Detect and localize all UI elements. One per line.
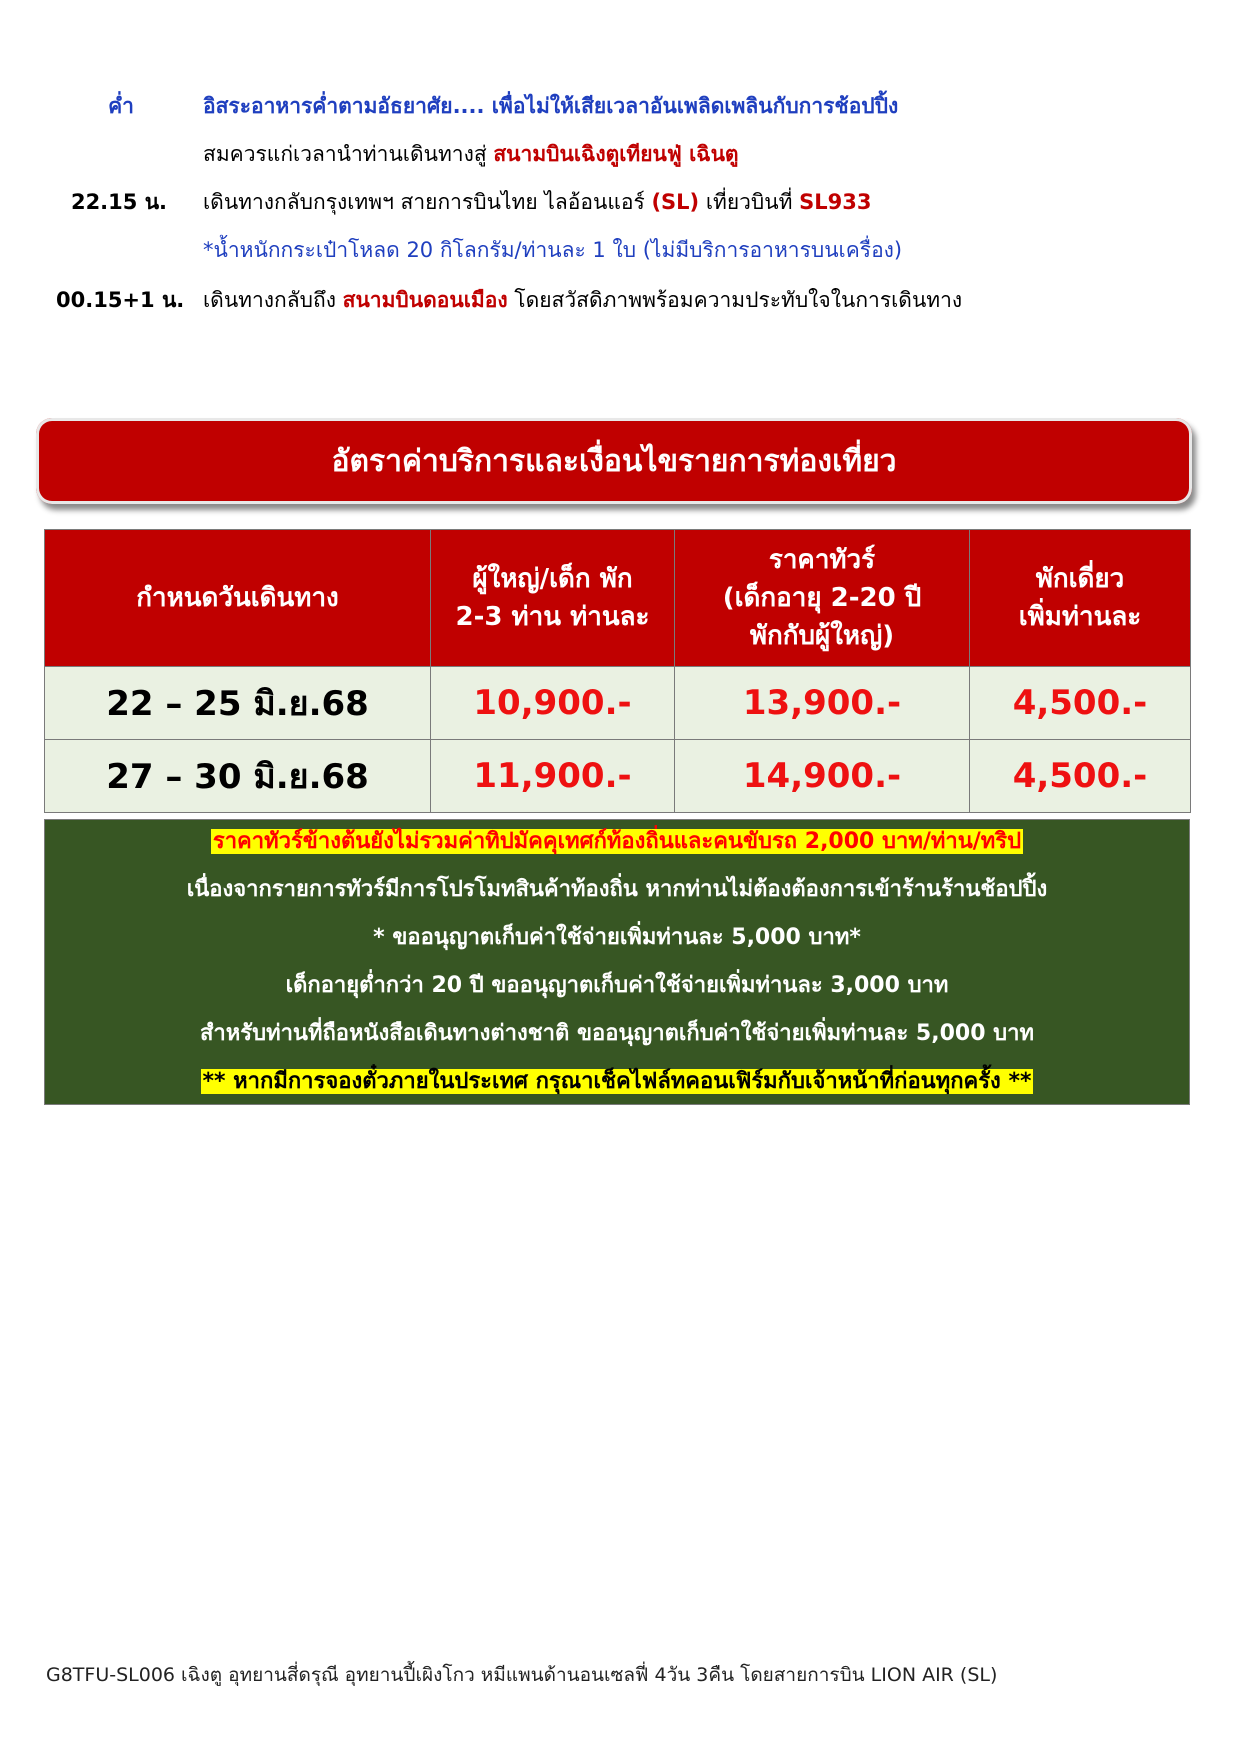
- itinerary-time: 00.15+1 น.: [56, 288, 185, 312]
- airport-name: สนามบินดอนเมือง: [342, 288, 508, 312]
- banner-title: อัตราค่าบริการและเงื่อนไขรายการท่องเที่ยว: [331, 443, 897, 479]
- travel-date: 22 – 25 มิ.ย.68: [45, 667, 431, 740]
- airline-code: (SL): [651, 190, 700, 214]
- note-child-fee: [45, 970, 1189, 1002]
- child-price: 14,900.-: [675, 740, 970, 813]
- note-text: ** หากมีการจองตั๋วภายในประเทศ กรุณาเช็คไฟล์ทคอนเฟิร์มกับเจ้าหน้าที่ก่อนทุกครั้ง **: [202, 1069, 1032, 1094]
- itinerary-text-suffix: โดยสวัสดิภาพพร้อมความประทับใจในการเดินทาง: [507, 288, 963, 312]
- header-label: พักเดี่ยว เพิ่มท่านละ: [1018, 564, 1142, 632]
- itinerary-text: [203, 285, 962, 315]
- itinerary-text-prefix: เดินทางกลับกรุงเทพฯ สายการบินไทย ไลอ้อนแอร์: [203, 190, 652, 214]
- airport-name: สนามบินเฉิงตูเทียนฟู่ เฉินตู: [493, 142, 739, 166]
- price-section-banner: [36, 418, 1192, 504]
- itinerary-text-mid: เที่ยวบินที่: [699, 190, 800, 214]
- itinerary-time: ค่ำ: [108, 94, 134, 118]
- price-table: [44, 529, 1191, 813]
- table-row: [45, 740, 1191, 813]
- note-domestic-flight: [45, 1066, 1189, 1098]
- itinerary-text-prefix: เดินทางกลับถึง: [203, 288, 343, 312]
- note-shopping: [45, 874, 1189, 906]
- price-table-header-row: [45, 530, 1191, 667]
- note-text: เนื่องจากรายการทัวร์มีการโปรโมทสินค้าท้องถิ่น หากท่านไม่ต้องต้องการเข้าร้านร้านช้อปปิ้ง: [186, 877, 1048, 902]
- note-text: ราคาทัวร์ข้างต้นยังไม่รวมค่าทิปมัคคุเทศก์ท้องถิ่นและคนขับรถ 2,000 บาท/ท่าน/ทริป: [212, 829, 1022, 854]
- header-label: ราคาทัวร์ (เด็กอายุ 2-20 ปี พักกับผู้ใหญ่): [722, 545, 922, 651]
- conditions-notes: [44, 819, 1190, 1105]
- header-child-price: [675, 530, 970, 667]
- itinerary-time: 22.15 น.: [70, 190, 168, 214]
- header-label: กำหนดวันเดินทาง: [136, 583, 339, 613]
- header-travel-date: [45, 530, 431, 667]
- itinerary-text: อิสระอาหารค่ำตามอัธยาศัย.... เพื่อไม่ให้เสียเวลาอันเพลิดเพลินกับการช้อปปิ้ง: [203, 94, 899, 118]
- itinerary-text: [203, 187, 871, 217]
- adult-price: 11,900.-: [431, 740, 675, 813]
- note-foreign-passport: [45, 1018, 1189, 1050]
- page-footer: G8TFU-SL006 เฉิงตู อุทยานสี่ดรุณี อุทยานปี้เผิงโกว หมีแพนด้านอนเซลฟี่ 4วัน 3คืน โดยสายการบิน LION AIR (SL): [46, 1664, 998, 1686]
- baggage-note: *น้ำหนักกระเป๋าโหลด 20 กิโลกรัม/ท่านละ 1 ใบ (ไม่มีบริการอาหารบนเครื่อง): [203, 238, 903, 262]
- single-supplement: 4,500.-: [970, 667, 1191, 740]
- table-row: [45, 667, 1191, 740]
- itinerary-text-prefix: สมควรแก่เวลานำท่านเดินทางสู่: [203, 142, 494, 166]
- note-shopping-fee: [45, 922, 1189, 954]
- header-single-supplement: [970, 530, 1191, 667]
- header-adult-price: [431, 530, 675, 667]
- itinerary-text: [203, 139, 739, 169]
- header-label: ผู้ใหญ่/เด็ก พัก 2-3 ท่าน ท่านละ: [455, 564, 650, 632]
- child-price: 13,900.-: [675, 667, 970, 740]
- flight-number: SL933: [799, 190, 872, 214]
- travel-date: 27 – 30 มิ.ย.68: [45, 740, 431, 813]
- note-text: เด็กอายุต่ำกว่า 20 ปี ขออนุญาตเก็บค่าใช้จ่ายเพิ่มท่านละ 3,000 บาท: [285, 973, 949, 998]
- note-text: สำหรับท่านที่ถือหนังสือเดินทางต่างชาติ ขออนุญาตเก็บค่าใช้จ่ายเพิ่มท่านละ 5,000 บาท: [200, 1021, 1034, 1046]
- note-text: * ขออนุญาตเก็บค่าใช้จ่ายเพิ่มท่านละ 5,000 บาท*: [373, 925, 861, 950]
- note-tip: [45, 826, 1189, 858]
- single-supplement: 4,500.-: [970, 740, 1191, 813]
- adult-price: 10,900.-: [431, 667, 675, 740]
